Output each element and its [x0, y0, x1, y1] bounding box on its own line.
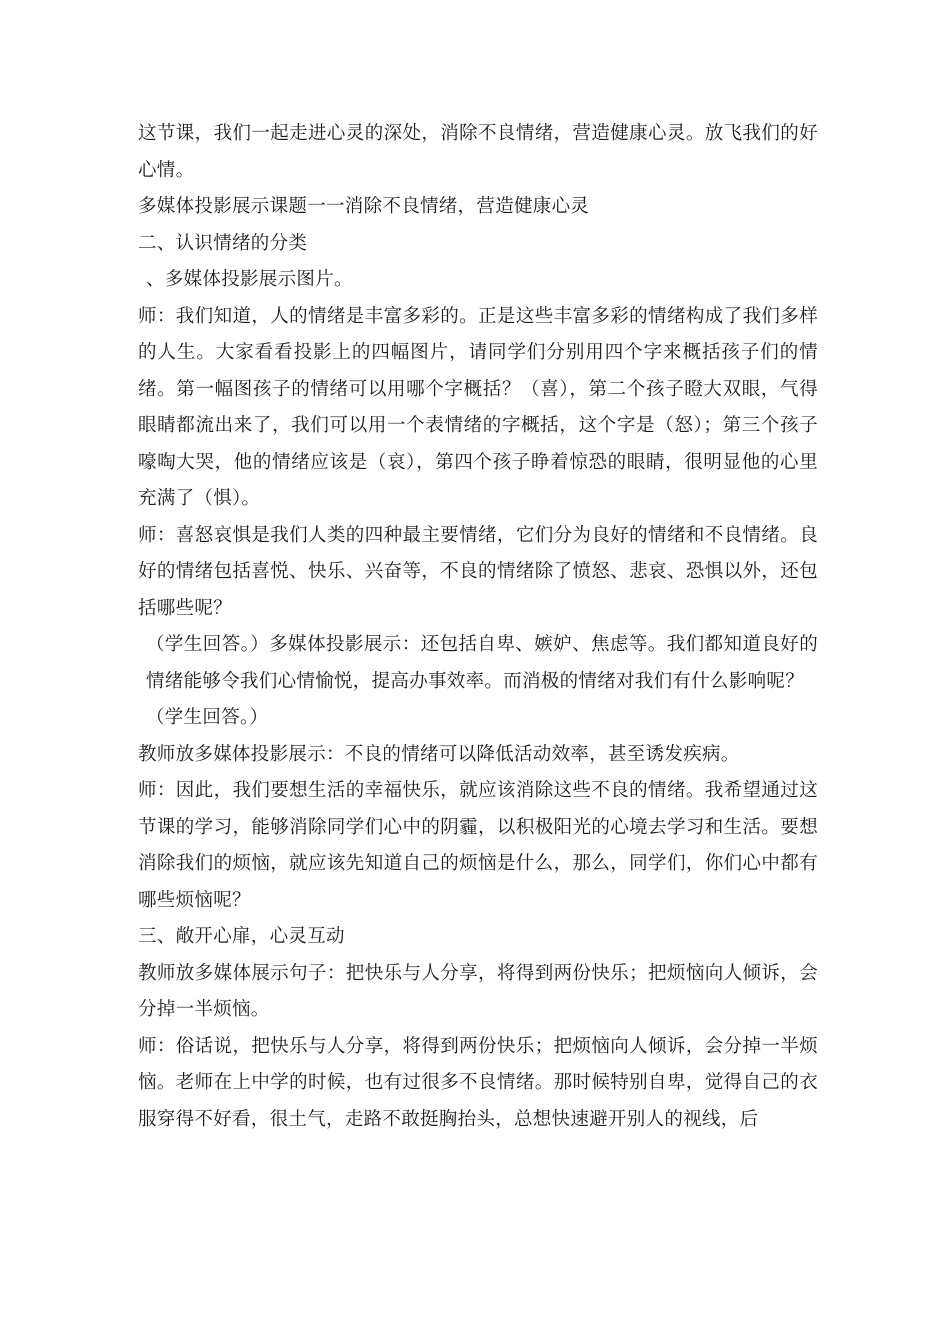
paragraph-teacher-show-sentence: 教师放多媒体展示句子：把快乐与人分享，将得到两份快乐；把烦恼向人倾诉，会分掉一半烦恼。 — [138, 962, 818, 1020]
section-heading-emotion-types: 二、认识情绪的分类 — [138, 232, 308, 254]
paragraph-teacher-eliminate-emotions: 师：因此，我们要想生活的幸福快乐，就应该消除这些不良的情绪。我希望通过这节课的学习，能够消除同学们心中的阴霾，以积极阳光的心境去学习和生活。要想消除我们的烦恼，就应该先知道自己的烦恼是什么，那么，同学们，你们心中都有哪些烦恼呢？ — [138, 780, 818, 911]
paragraph-student-answer-projection: （学生回答。）多媒体投影展示：还包括自卑、嫉妒、焦虑等。我们都知道良好的情绪能够令我们心情愉悦，提高办事效率。而消极的情绪对我们有什么影响呢？ — [146, 634, 818, 692]
section-heading-open-hearts: 三、敞开心扉，心灵互动 — [138, 926, 345, 947]
paragraph-topic-projection: 多媒体投影展示课题一一消除不良情绪，营造健康心灵 — [138, 196, 590, 217]
document-body — [138, 116, 818, 1138]
paragraph-teacher-projection-effects: 教师放多媒体投影展示：不良的情绪可以降低活动效率，甚至诱发疾病。 — [138, 743, 740, 765]
paragraph-show-pictures: 、多媒体投影展示图片。 — [146, 269, 353, 290]
paragraph-teacher-four-pictures: 师：我们知道，人的情绪是丰富多彩的。正是这些丰富多彩的情绪构成了我们多样的人生。大家看看投影上的四幅图片，请同学们分别用四个字来概括孩子们的情绪。第一幅图孩子的情绪可以用哪个字概括？（喜），第二个孩子瞪大双眼，气得眼睛都流出来了，我们可以用一个表情绪的字概括，这个字是（怒）；第三个孩子嚎啕大哭，他的情绪应该是（哀），第四个孩子睁着惊恐的眼睛，很明显他的心里充满了（惧）。 — [138, 305, 818, 509]
paragraph-teacher-story: 师：俗话说，把快乐与人分享，将得到两份快乐；把烦恼向人倾诉，会分掉一半烦恼。老师在上中学的时候，也有过很多不良情绪。那时候特别自卑，觉得自己的衣服穿得不好看，很土气，走路不敢挺胸抬头，总想快速避开别人的视线，后 — [138, 1035, 818, 1130]
paragraph-intro: 这节课，我们一起走进心灵的深处，消除不良情绪，营造健康心灵。放飞我们的好心情。 — [138, 123, 818, 181]
paragraph-student-answer: （学生回答。） — [146, 707, 269, 728]
paragraph-teacher-emotion-categories: 师：喜怒哀惧是我们人类的四种最主要情绪，它们分为良好的情绪和不良情绪。良好的情绪包括喜悦、快乐、兴奋等，不良的情绪除了愤怒、悲哀、恐惧以外，还包括哪些呢？ — [138, 524, 818, 619]
